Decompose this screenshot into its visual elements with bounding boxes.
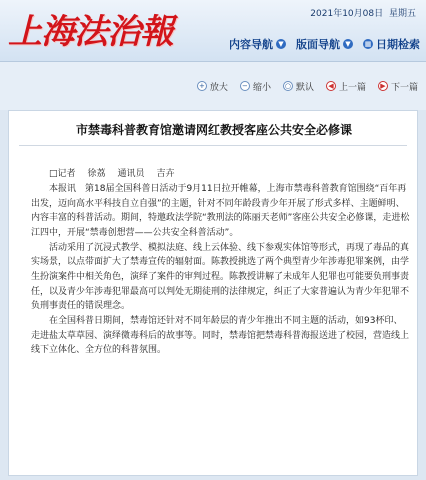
article-toolbar [0,62,426,110]
byline-correspondent-label: 通讯员 [117,169,145,179]
byline-correspondent-name: 吉卉 [156,169,175,179]
divider [19,145,407,146]
chevron-down-icon: ▼ [276,39,286,49]
paragraph: 活动采用了沉浸式教学、模拟法庭、线上云体验、线下参观实体馆等形式，再现了毒品的真实场景，以点带面扩大了禁毒宣传的辐射面。陈教授挑选了两个典型青少年涉毒犯罪案例，由学生扮演案件中相关角色，演绎了案件的审判过程。陈教授讲解了未成年人犯罪也可能要负刑事责任，以及青少年涉毒犯罪最高可以判处无期徒刑的法律规定，纠正了大家普遍认为青少年犯罪不负刑事责任的错误理念。 [31,242,410,312]
tool-label: 缩小 [252,82,271,93]
zoom-out-icon: − [240,81,250,91]
tool-label: 放大 [209,82,228,93]
site-header [0,0,426,62]
next-article-button[interactable] [378,80,418,93]
zoom-out-button[interactable] [240,80,271,93]
weekday-text: 星期五 [388,9,416,19]
date-text: 2021年10月08日 [310,9,384,19]
paragraph: 在全国科普日期间，禁毒馆还针对不同年龄层的青少年推出不同主题的活动，如93杯印、走进盐太草草园、演绎微毒科后的故事等。同时，禁毒馆把禁毒科普海报送进了校园，营造线上线下立体化、全方位的科普氛围。 [31,316,410,356]
arrow-left-icon: ◀ [326,81,336,91]
article-title: 市禁毒科普教育馆邀请网红教授客座公共安全必修课 [75,123,352,137]
tool-label: 默认 [295,82,314,93]
article-panel [8,110,418,476]
prev-article-button[interactable] [326,80,366,93]
issue-date [307,6,416,19]
zoom-in-icon: + [197,81,207,91]
byline-reporter-name: 徐荔 [87,169,106,179]
calendar-icon: ▦ [364,40,372,48]
article-body [31,182,411,358]
nav-label: 版面导航 [296,38,340,51]
reset-icon: ○ [284,82,291,90]
byline [49,166,175,179]
nav-label: 内容导航 [229,38,273,51]
arrow-right-icon: ▶ [378,81,388,91]
chevron-down-icon: ▼ [343,39,353,49]
tool-label: 上一篇 [338,82,366,93]
nav-date-search[interactable] [363,36,420,52]
nav-content-guide[interactable] [229,36,286,52]
newspaper-logo[interactable]: 上海法治報 [8,12,173,52]
paragraph: 本报讯 第18届全国科普日活动于9月11日拉开帷幕，上海市禁毒科普教育馆围绕“百年再出发，迈向高水平科技自立自强”的主题，针对不同年龄段青少年开展了形式多样、主题鲜明、内容丰富的科普活动。期间，特邀政法学院“教刑法的陈丽天老师”客座公共安全必修课，走进松江四中，开展“禁毒创想营——公共安全科普活动”。 [31,184,410,238]
zoom-in-button[interactable] [197,80,228,93]
default-size-button[interactable] [283,80,314,93]
tool-label: 下一篇 [390,82,418,93]
nav-page-guide[interactable] [296,36,353,52]
nav-label: 日期检索 [376,38,420,51]
top-nav [229,36,420,52]
byline-reporter-label: □记者 [49,169,76,179]
